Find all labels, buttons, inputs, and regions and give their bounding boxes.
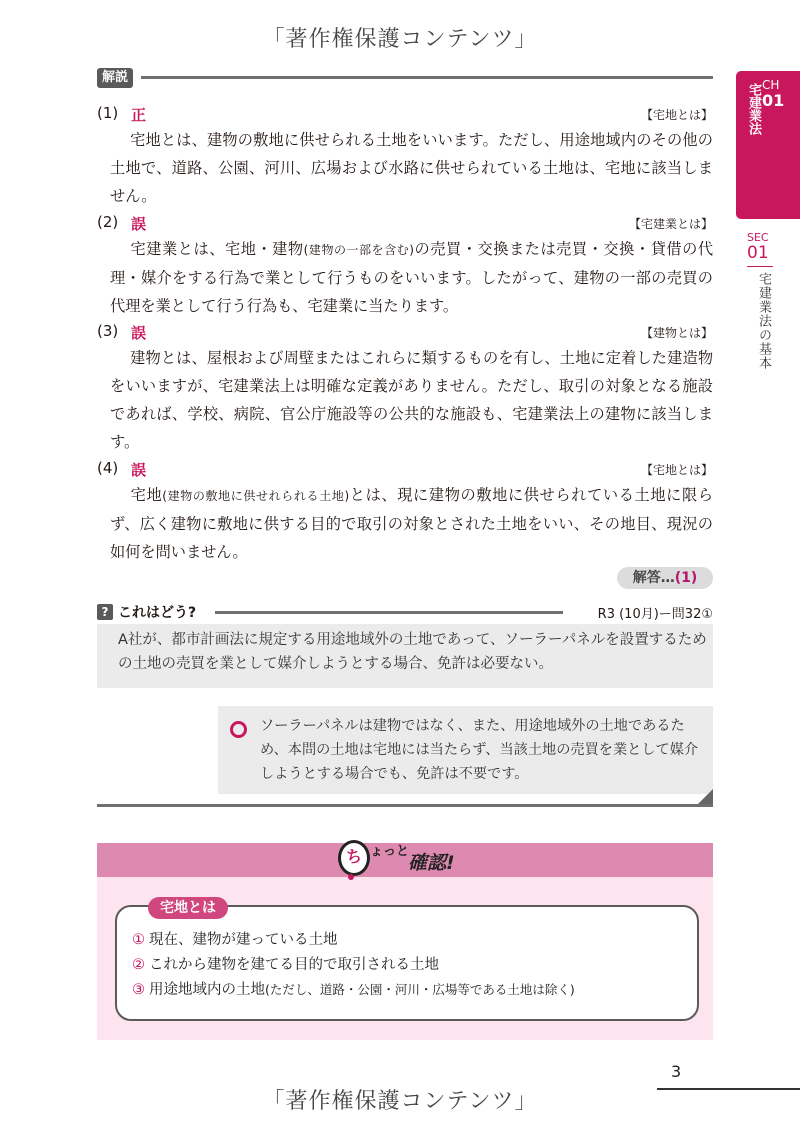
try-answer-text: ソーラーパネルは建物ではなく、また、用途地域外の土地であるため、本問の土地は宅地には当たらず、当該土地の売買を業として媒介しようとする場合でも、免許は不要です。 — [260, 718, 699, 782]
chapter-number: 01 — [762, 91, 785, 110]
question-2-explanation: 宅建業とは、宅地・建物(建物の一部を含む)の売買・交換または売買・交換・貸借の代理・媒介をする行為で業として行うものをいいます。したがって、建物の一部の売買の代理を業として行う行為も、宅建業に当たります。 — [110, 240, 714, 315]
section-title: 宅建業法の基本 — [756, 272, 771, 370]
kaisetsu-tag: 解説 — [97, 68, 133, 88]
check-bubble-icon: ち — [338, 840, 370, 876]
kaisetsu-header — [97, 68, 713, 90]
question-2-header — [97, 213, 713, 235]
try-section-header — [97, 602, 713, 624]
check-tag: 宅地とは — [148, 897, 228, 919]
watermark-top: 「著作権保護コンテンツ」 — [262, 27, 538, 52]
page-number: 3 — [671, 1062, 682, 1081]
question-1-header — [97, 104, 713, 126]
chapter-title: 宅建業法 — [746, 83, 761, 135]
section-rule — [747, 266, 773, 267]
question-2-number: (2) — [97, 213, 119, 231]
question-icon: ? — [97, 604, 113, 620]
answer-value: (1) — [674, 570, 698, 586]
try-rule — [215, 611, 563, 614]
question-4-explanation: 宅地(建物の敷地に供せれられる土地)とは、現に建物の敷地に供せられている土地に限らず、広く建物に敷地に供する目的で取引の対象とされた土地をいい、その地目、現況の如何を問いません。 — [110, 486, 714, 561]
try-question-box — [97, 624, 713, 688]
question-4-result: 誤 — [131, 461, 147, 479]
question-2-result: 誤 — [131, 215, 147, 233]
check-item-2: ② これから建物を建てる目的で取引される土地 — [132, 957, 439, 973]
check-item-1: ① 現在、建物が建っている土地 — [132, 932, 338, 948]
try-answer-box — [218, 706, 713, 794]
kaisetsu-rule — [141, 76, 713, 79]
question-4-number: (4) — [97, 459, 119, 477]
question-4-tag: 【宅地とは】 — [640, 463, 713, 477]
question-1-result: 正 — [131, 106, 147, 124]
question-4-header — [97, 459, 713, 481]
question-3-tag: 【建物とは】 — [640, 326, 713, 340]
try-bottom-rule — [97, 804, 713, 807]
check-title: ち ょっと 確認! — [336, 836, 496, 882]
corner-triangle — [697, 789, 713, 805]
question-1-tag: 【宅地とは】 — [640, 108, 713, 122]
question-3-result: 誤 — [131, 324, 147, 342]
try-title: これはどう? — [118, 605, 197, 621]
question-1-explanation: 宅地とは、建物の敷地に供せられる土地をいいます。ただし、用途地域内のその他の土地で、道路、公園、河川、広場および水路に供せられている土地は、宅地に該当しません。 — [110, 131, 713, 205]
question-1-number: (1) — [97, 104, 119, 122]
watermark-bottom: 「著作権保護コンテンツ」 — [262, 1089, 538, 1114]
section-label: SEC — [747, 231, 769, 244]
question-3-header — [97, 322, 713, 344]
chapter-label: CH — [762, 78, 780, 92]
question-2-tag: 【宅建業とは】 — [628, 217, 713, 231]
question-3-number: (3) — [97, 322, 119, 340]
circle-correct-icon — [230, 721, 247, 738]
try-question-text: A社が、都市計画法に規定する用途地域外の土地であって、ソーラーパネルを設置するための土地の売買を業として媒介しようとする場合、免許は必要ない。 — [118, 632, 707, 672]
check-item-3: ③ 用途地域内の土地(ただし、道路・公園・河川・広場等である土地は除く) — [132, 982, 575, 998]
exam-reference: R3 (10月)ー問32① — [597, 607, 713, 622]
section-number: 01 — [747, 243, 769, 263]
answer-badge: 解答…(1) — [617, 567, 713, 589]
check-dot — [348, 874, 354, 880]
chapter-tab — [736, 71, 800, 219]
question-3-explanation: 建物とは、屋根および周壁またはこれらに類するものを有し、土地に定着した建造物をいいますが、宅建業法上は明確な定義がありません。ただし、取引の対象となる施設であれば、学校、病院、官公庁施設等の公共的な施設も、宅建業法上の建物に該当します。 — [110, 349, 713, 451]
